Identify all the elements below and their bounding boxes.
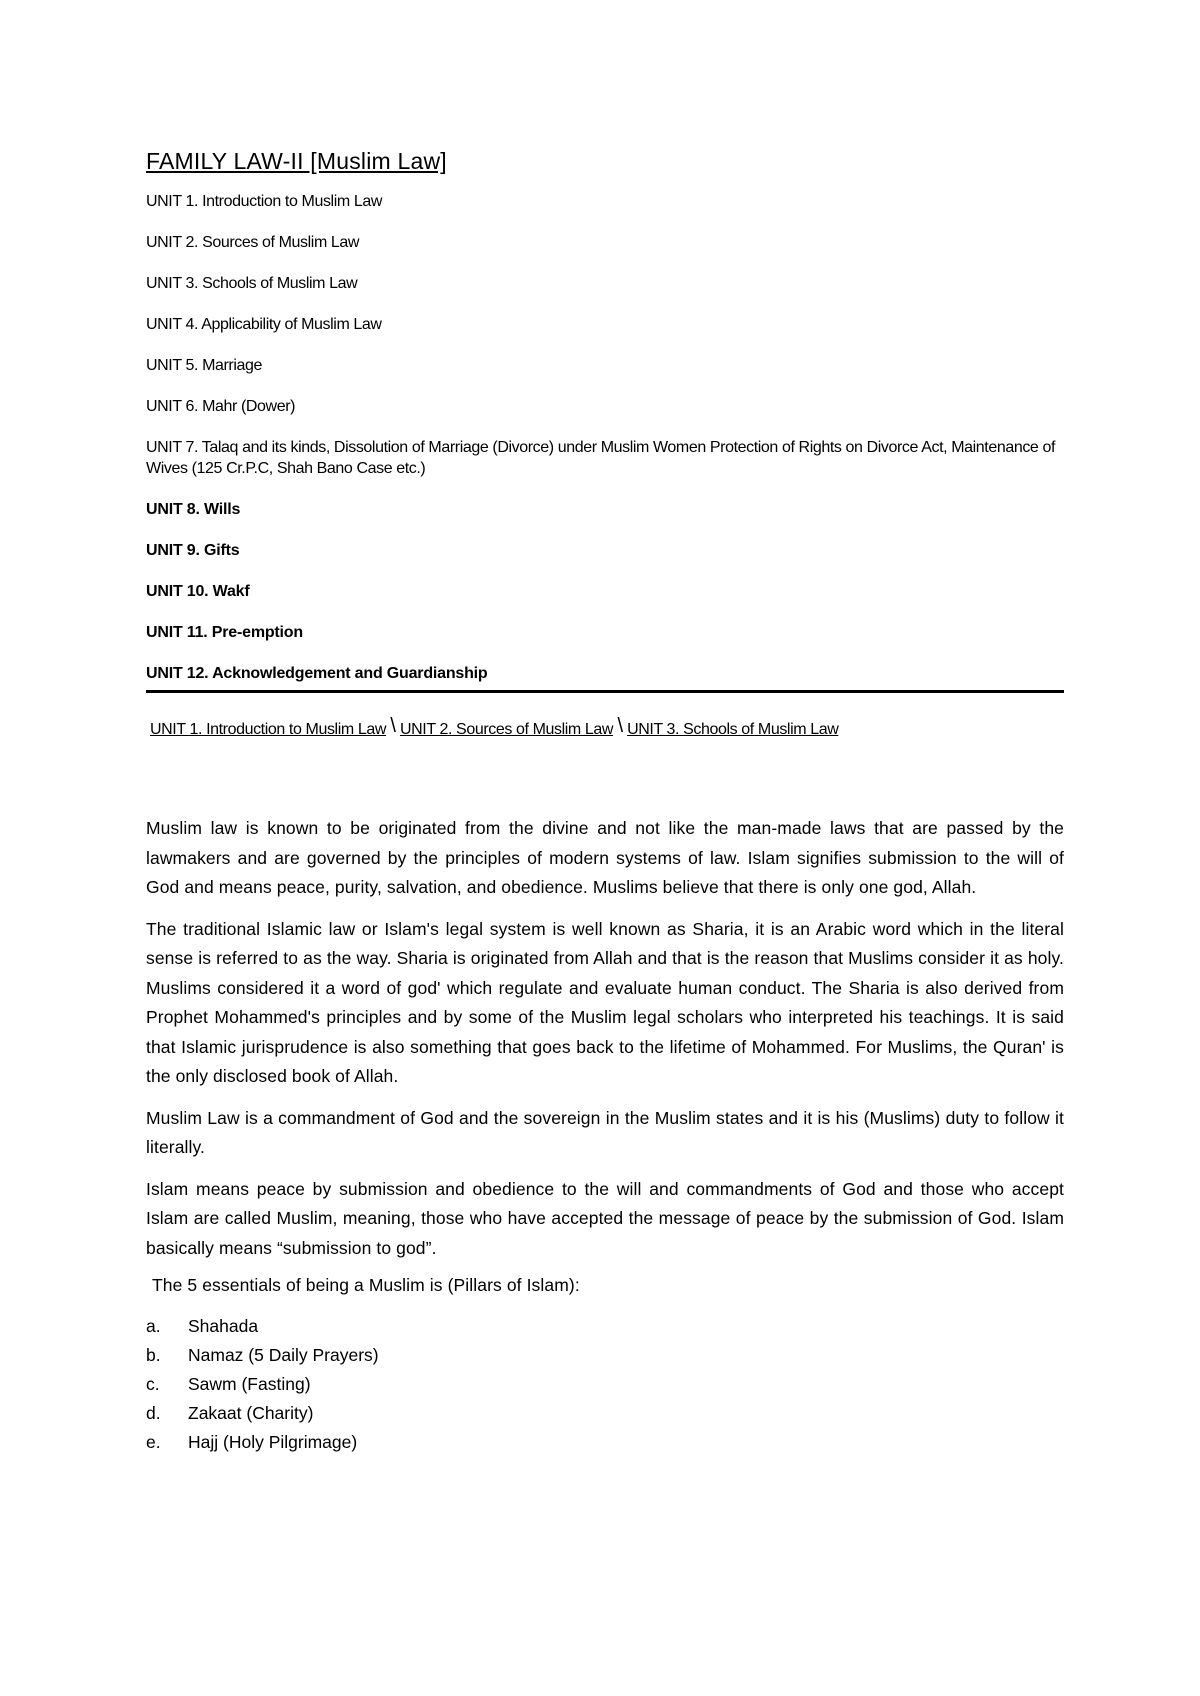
unit-label: UNIT 7. — [146, 439, 199, 456]
unit-text: Acknowledgement and Guardianship — [212, 665, 488, 682]
unit-label: UNIT 12. — [146, 665, 209, 682]
body-paragraph: Islam means peace by submission and obedience to the will and commandments of God and those who accept Islam are called Muslim, meaning, those who have accepted the message of peace by the submission of God. Islam basically means “submission to god”. — [146, 1178, 1064, 1258]
unit-item — [146, 273, 1064, 294]
pillar-item — [146, 1370, 1064, 1399]
unit-item — [146, 581, 1064, 602]
pillar-text: Namaz (5 Daily Prayers) — [188, 1345, 379, 1365]
unit-text: Sources of Muslim Law — [202, 234, 360, 251]
body-paragraph: Muslim law is known to be originated from the divine and not like the man-made laws that are passed by the lawmakers and are governed by the principles of modern systems of law. Islam signifies submission to the will of God and means peace, purity, salvation, and obedience. Muslims believe that there is only one god, Allah. — [146, 818, 1064, 897]
pillar-item — [146, 1399, 1064, 1428]
pillar-text: Hajj (Holy Pilgrimage) — [188, 1432, 358, 1452]
unit-label: UNIT 3. — [146, 275, 199, 292]
unit-item — [146, 314, 1064, 335]
pillars-intro: The 5 essentials of being a Muslim is (Pillars of Islam): — [152, 1275, 580, 1295]
list-marker: e. — [146, 1432, 161, 1452]
pillar-text: Sawm (Fasting) — [188, 1374, 311, 1394]
unit-text: Wakf — [212, 583, 250, 600]
list-marker: d. — [146, 1403, 161, 1423]
unit-1-link[interactable]: UNIT 1. Introduction to Muslim Law — [150, 721, 386, 738]
unit-item — [146, 191, 1064, 212]
backslash-separator: \ — [617, 715, 623, 737]
backslash-separator: \ — [390, 715, 396, 737]
unit-text: Mahr (Dower) — [202, 398, 296, 415]
unit-text: Gifts — [203, 542, 240, 559]
document-content — [146, 148, 1064, 1457]
unit-item — [146, 540, 1064, 561]
unit-text: Marriage — [202, 357, 263, 374]
pillar-text: Zakaat (Charity) — [188, 1403, 314, 1423]
unit-item — [146, 499, 1064, 520]
unit-label: UNIT 1. — [146, 193, 199, 210]
pillar-item — [146, 1341, 1064, 1370]
unit-label: UNIT 11. — [146, 624, 208, 641]
list-marker: c. — [146, 1374, 160, 1394]
horizontal-rule — [146, 690, 1064, 693]
unit-text: Applicability of Muslim Law — [201, 316, 382, 333]
unit-item — [146, 437, 1064, 479]
unit-item — [146, 396, 1064, 417]
pillar-item — [146, 1428, 1064, 1457]
unit-text: Talaq and its kinds, Dissolution of Marriage (Divorce) under Muslim Women Protection of Rights on Divorce Act, Maintenance of Wives (125 Cr.P.C, Shah Bano Case etc.) — [146, 439, 1056, 477]
body-paragraph: Muslim Law is a commandment of God and the sovereign in the Muslim states and it is his (Muslims) duty to follow it literally. — [146, 1107, 1064, 1157]
unit-text: Introduction to Muslim Law — [202, 193, 382, 210]
unit-label: UNIT 4. — [146, 316, 199, 333]
unit-item — [146, 232, 1064, 253]
unit-label: UNIT 9. — [146, 542, 200, 559]
unit-label: UNIT 5. — [146, 357, 199, 374]
unit-label: UNIT 10. — [146, 583, 209, 600]
unit-label: UNIT 2. — [146, 234, 199, 251]
pillars-list — [146, 1312, 1064, 1457]
unit-item — [146, 663, 1064, 684]
unit-item — [146, 622, 1064, 643]
pillar-text: Shahada — [188, 1316, 259, 1336]
unit-2-link[interactable]: UNIT 2. Sources of Muslim Law — [399, 721, 614, 738]
unit-list — [146, 191, 1064, 684]
document-title: FAMILY LAW-II [Muslim Law] — [146, 148, 447, 174]
unit-text: Pre-emption — [211, 624, 303, 641]
unit-links-line — [150, 717, 1064, 740]
body-paragraph: The traditional Islamic law or Islam's legal system is well known as Sharia, it is an Arabic word which in the literal sense is referred to as the way. Sharia is originated from Allah and that is the reason that Muslims consider it as holy. Muslims considered it a word of god' which regulate and evaluate human conduct. The Sharia is also derived from Prophet Mohammed's principles and by some of the Muslim legal scholars who interpreted his teachings. It is said that Islamic jurisprudence is also something that goes back to the lifetime of Mohammed. For Muslims, the Quran' is the only disclosed book of Allah. — [146, 918, 1064, 1086]
unit-text: Wills — [203, 501, 241, 518]
list-marker: a. — [146, 1316, 161, 1336]
pillar-item — [146, 1312, 1064, 1341]
list-marker: b. — [146, 1345, 161, 1365]
unit-3-link[interactable]: UNIT 3. Schools of Muslim Law — [627, 721, 839, 738]
unit-label: UNIT 8. — [146, 501, 200, 518]
unit-text: Schools of Muslim Law — [202, 275, 358, 292]
unit-item — [146, 355, 1064, 376]
unit-label: UNIT 6. — [146, 398, 199, 415]
